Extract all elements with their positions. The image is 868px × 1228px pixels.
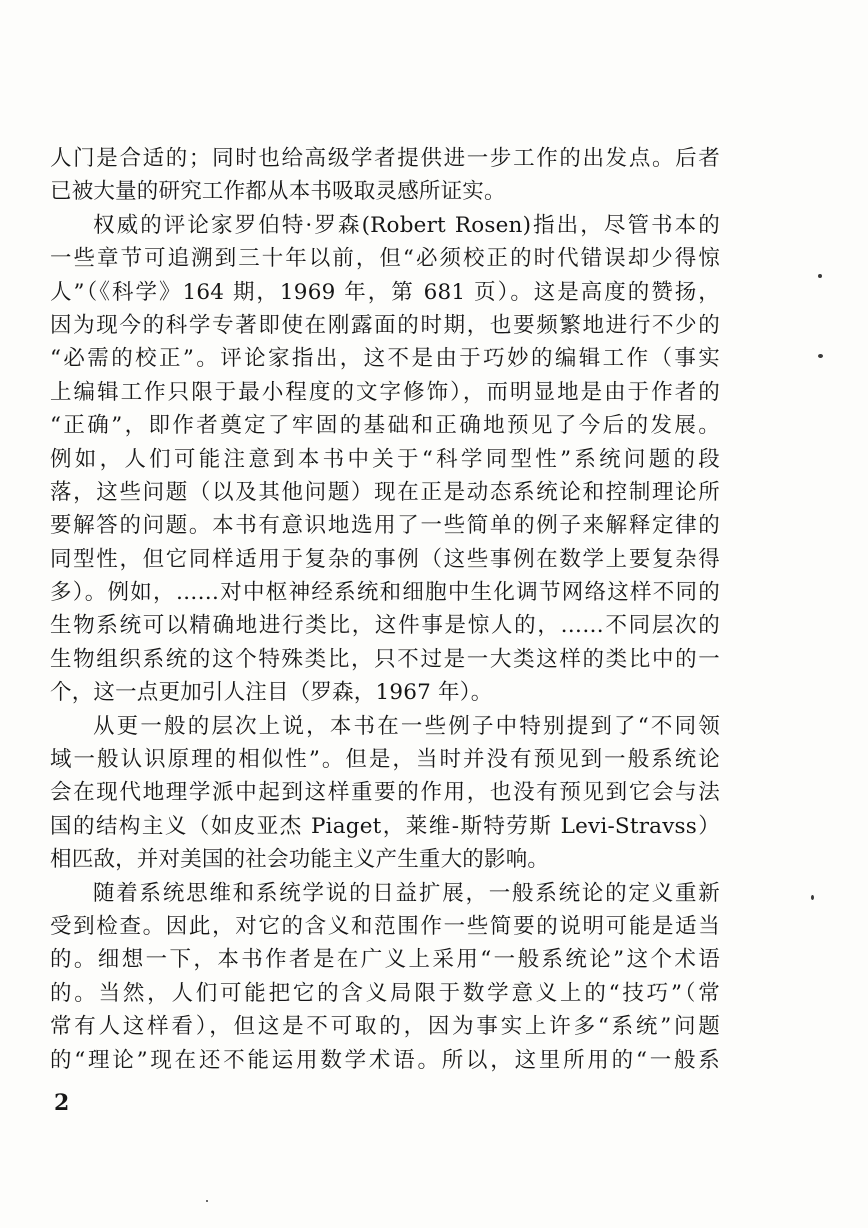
text-line-5: 人”（《科学》164 期，1969 年，第 681 页）。这是高度的赞扬，: [50, 279, 720, 305]
text-line-17: 个，这一点更加引人注目（罗森，1967 年）。: [50, 680, 493, 706]
text-line-16: 生物组织系统的这个特殊类比，只不过是一大类这样的类比中的一: [50, 646, 720, 672]
text-line-21: 国的结构主义（如皮亚杰 Piaget，莱维-斯特劳斯 Levi-Stravss）: [50, 813, 720, 839]
text-line-19: 域一般认识原理的相似性”。但是，当时并没有预见到一般系统论: [50, 747, 720, 773]
text-line-10: 例如，人们可能注意到本书中关于“科学同型性”系统问题的段: [50, 446, 720, 472]
text-line-9: “正确”，即作者奠定了牢固的基础和正确地预见了今后的发展。: [50, 413, 720, 439]
text-line-24: 受到检查。因此，对它的含义和范围作一些简要的说明可能是适当: [50, 913, 720, 939]
text-line-22: 相匹敌，并对美国的社会功能主义产生重大的影响。: [50, 847, 550, 873]
text-line-12: 要解答的问题。本书有意识地选用了一些简单的例子来解释定律的: [50, 513, 720, 539]
scan-speck-3: [811, 895, 814, 900]
scan-speck-4: [206, 1200, 208, 1202]
body-text: [50, 142, 720, 1077]
text-line-6: 因为现今的科学专著即使在刚露面的时期，也要频繁地进行不少的: [50, 312, 720, 338]
text-line-13: 同型性，但它同样适用于复杂的事例（这些事例在数学上要复杂得: [50, 546, 720, 572]
text-line-3: 权威的评论家罗伯特·罗森(Robert Rosen)指出，尽管书本的: [93, 212, 720, 238]
scan-speck-2: [818, 354, 823, 358]
text-line-26: 的。当然，人们可能把它的含义局限于数学意义上的“技巧”（常: [50, 980, 720, 1006]
text-line-4: 一些章节可追溯到三十年以前，但“必须校正的时代错误却少得惊: [50, 246, 720, 272]
page-number: 2: [54, 1090, 70, 1116]
text-line-11: 落，这些问题（以及其他问题）现在正是动态系统论和控制理论所: [50, 479, 720, 505]
text-line-2: 已被大量的研究工作都从本书吸取灵感所证实。: [50, 179, 506, 205]
text-line-27: 常有人这样看），但这是不可取的，因为事实上许多“系统”问题: [50, 1014, 720, 1040]
text-line-15: 生物系统可以精确地进行类比，这件事是惊人的，……不同层次的: [50, 613, 720, 639]
text-line-1: 人门是合适的；同时也给高级学者提供进一步工作的出发点。后者: [50, 146, 720, 171]
text-line-20: 会在现代地理学派中起到这样重要的作用，也没有预见到它会与法: [50, 780, 720, 806]
text-line-14: 多）。例如，……对中枢神经系统和细胞中生化调节网络这样不同的: [50, 580, 720, 606]
text-line-23: 随着系统思维和系统学说的日益扩展，一般系统论的定义重新: [93, 880, 720, 906]
text-line-8: 上编辑工作只限于最小程度的文字修饰），而明显地是由于作者的: [50, 379, 720, 405]
text-line-25: 的。细想一下，本书作者是在广义上采用“一般系统论”这个术语: [50, 947, 720, 973]
text-line-18: 从更一般的层次上说，本书在一些例子中特别提到了“不同领: [93, 713, 720, 739]
text-line-7: “必需的校正”。评论家指出，这不是由于巧妙的编辑工作（事实: [50, 346, 720, 372]
text-line-28: 的“理论”现在还不能运用数学术语。所以，这里所用的“一般系: [50, 1047, 720, 1073]
scan-speck-1: [818, 274, 822, 278]
